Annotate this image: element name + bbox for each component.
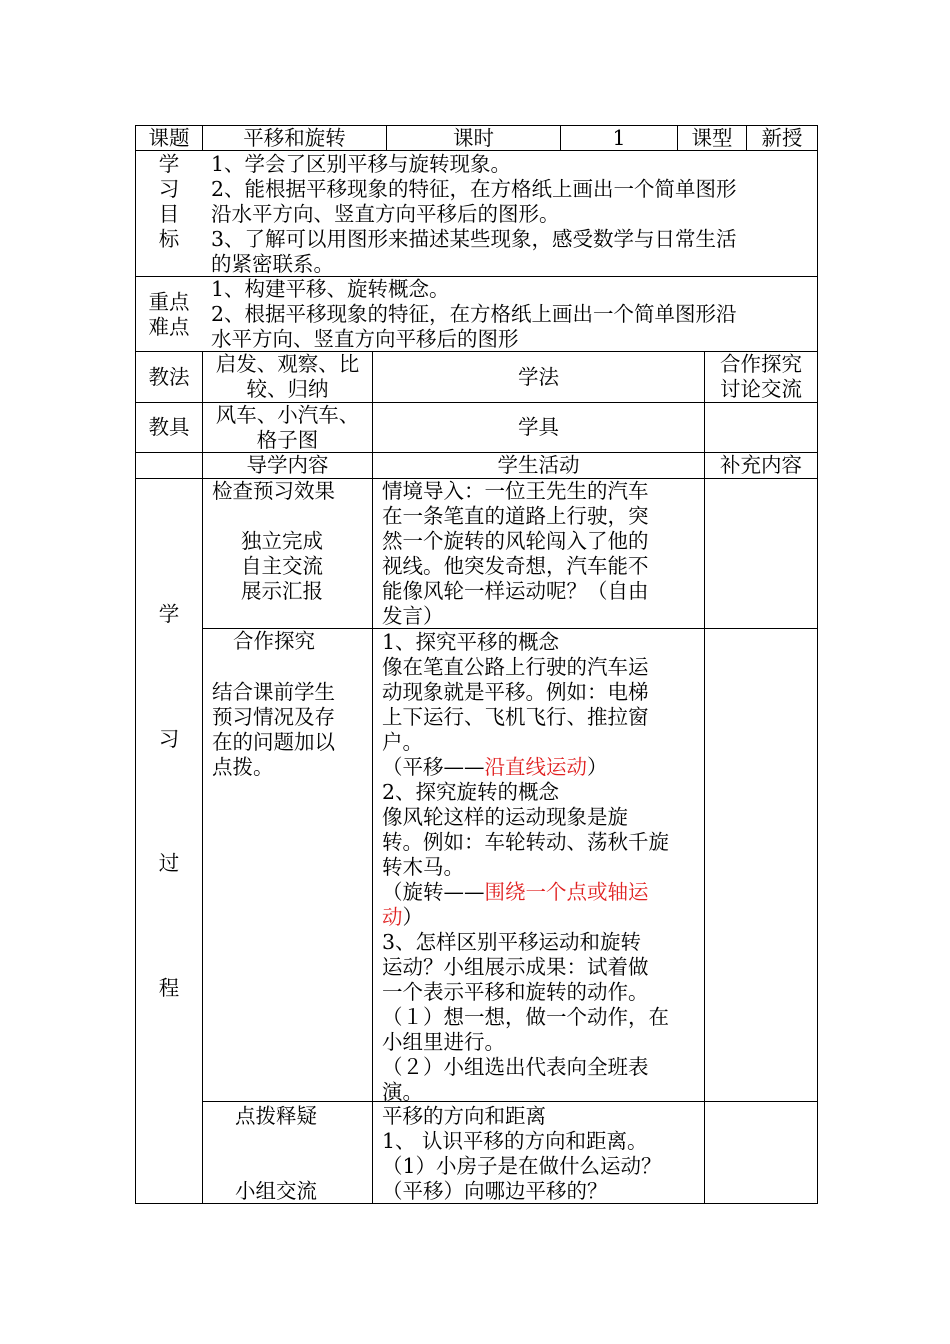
activity-line: 然一个旋转的风轮闯入了他的 bbox=[382, 529, 649, 553]
grid-line bbox=[704, 351, 705, 1204]
teaching-tools-value: 格子图 bbox=[256, 428, 319, 452]
topic-label: 课题 bbox=[148, 126, 190, 150]
type-value: 新授 bbox=[761, 126, 803, 150]
period-value: 1 bbox=[612, 126, 626, 150]
guide-line: 点拨释疑 bbox=[235, 1104, 317, 1128]
period-label: 课时 bbox=[453, 126, 494, 150]
activity-line: 一个表示平移和旋转的动作。 bbox=[382, 980, 649, 1004]
translation-definition-prefix: （平移—— bbox=[382, 755, 485, 779]
activity-line: 1、 认识平移的方向和距离。 bbox=[382, 1129, 648, 1153]
activity-line: 动现象就是平移。例如：电梯 bbox=[382, 680, 649, 704]
grid-line bbox=[817, 125, 818, 1204]
activity-line: 转。例如：车轮转动、荡秋千旋 bbox=[382, 830, 669, 854]
activity-line: 像在笔直公路上行驶的汽车运 bbox=[382, 655, 649, 679]
objective-line: 1、学会了区别平移与旋转现象。 bbox=[211, 152, 512, 176]
objective-line: 3、了解可以用图形来描述某些现象，感受数学与日常生活 bbox=[211, 227, 737, 251]
rotation-definition-highlight: 围绕一个点或轴运 bbox=[484, 880, 649, 904]
activity-line: 2、探究旋转的概念 bbox=[382, 780, 560, 804]
activity-line: 视线。他突发奇想，汽车能不 bbox=[382, 554, 649, 578]
objective-line: 沿水平方向、竖直方向平移后的图形。 bbox=[211, 202, 560, 226]
activity-line: 能像风轮一样运动呢？（自由 bbox=[382, 579, 649, 603]
translation-definition-highlight: 沿直线运动 bbox=[484, 755, 587, 779]
learning-method-value: 合作探究 bbox=[720, 352, 802, 376]
teaching-method-value: 较、归纳 bbox=[246, 377, 329, 401]
objectives-label-char: 标 bbox=[158, 227, 180, 251]
guide-line: 合作探究 bbox=[233, 629, 315, 653]
activity-column-header: 学生活动 bbox=[497, 453, 580, 477]
activity-line bbox=[382, 905, 423, 930]
activity-line bbox=[382, 880, 649, 905]
guide-line: 展示汇报 bbox=[241, 579, 323, 603]
activity-line: 1、探究平移的概念 bbox=[382, 630, 560, 654]
activity-line: 发言） bbox=[382, 604, 444, 628]
learning-tools-label: 学具 bbox=[518, 415, 559, 439]
guide-line: 小组交流 bbox=[235, 1179, 317, 1203]
activity-line: （１）想一想，做一个动作，在 bbox=[382, 1005, 669, 1029]
activity-line: 在一条笔直的道路上行驶，突 bbox=[382, 504, 649, 528]
guide-line: 预习情况及存 bbox=[212, 705, 335, 729]
activity-line: 情境导入：一位王先生的汽车 bbox=[382, 479, 649, 503]
grid-line bbox=[372, 351, 373, 1204]
activity-line: 像风轮这样的运动现象是旋 bbox=[382, 805, 628, 829]
activity-line: 上下运行、飞机飞行、推拉窗 bbox=[382, 705, 649, 729]
activity-line: （２）小组选出代表向全班表 bbox=[382, 1055, 649, 1079]
key-point-line: 2、根据平移现象的特征，在方格纸上画出一个简单图形沿 bbox=[211, 302, 737, 326]
activity-line: 平移的方向和距离 bbox=[382, 1104, 546, 1128]
guide-line: 在的问题加以 bbox=[212, 730, 335, 754]
objectives-label-char: 习 bbox=[158, 177, 180, 201]
activity-line: （1）小房子是在做什么运动？ bbox=[382, 1154, 662, 1178]
objective-line: 2、能根据平移现象的特征，在方格纸上画出一个简单图形 bbox=[211, 177, 737, 201]
activity-line: 户。 bbox=[382, 730, 423, 754]
rotation-definition-prefix: （旋转—— bbox=[382, 880, 485, 904]
teaching-method-label: 教法 bbox=[148, 365, 190, 389]
activity-line: （平移）向哪边平移的？ bbox=[382, 1179, 608, 1203]
grid-line bbox=[202, 1101, 818, 1102]
key-points-label: 重点 bbox=[148, 290, 190, 314]
activity-line: 小组里进行。 bbox=[382, 1030, 505, 1054]
objectives-label-char: 目 bbox=[158, 202, 180, 226]
process-label-char: 学 bbox=[158, 602, 180, 626]
activity-line: 运动？小组展示成果：试着做 bbox=[382, 955, 649, 979]
guide-line: 自主交流 bbox=[241, 554, 323, 578]
process-label-char: 过 bbox=[158, 851, 180, 875]
process-label-char: 程 bbox=[158, 976, 180, 1000]
process-label-char: 习 bbox=[158, 727, 180, 751]
learning-method-value: 讨论交流 bbox=[720, 377, 802, 401]
rotation-definition-suffix: ） bbox=[402, 905, 423, 929]
learning-method-label: 学法 bbox=[518, 365, 559, 389]
activity-line: 转木马。 bbox=[382, 855, 464, 879]
rotation-definition-highlight: 动 bbox=[382, 905, 403, 929]
guide-line: 点拨。 bbox=[212, 755, 274, 779]
supplement-column-header: 补充内容 bbox=[720, 453, 802, 477]
guide-line: 结合课前学生 bbox=[212, 680, 335, 704]
activity-line: 3、怎样区别平移运动和旋转 bbox=[382, 930, 642, 954]
activity-line: 演。 bbox=[382, 1080, 423, 1104]
grid-line bbox=[135, 125, 136, 1204]
translation-definition-suffix: ） bbox=[587, 755, 608, 779]
guide-line: 独立完成 bbox=[241, 529, 323, 553]
teaching-method-value: 启发、观察、比 bbox=[215, 352, 360, 376]
grid-line bbox=[202, 351, 203, 1204]
activity-line bbox=[382, 755, 608, 780]
guide-column-header: 导学内容 bbox=[246, 453, 329, 477]
topic-value: 平移和旋转 bbox=[243, 126, 346, 150]
guide-line: 检查预习效果 bbox=[212, 479, 335, 503]
key-points-label: 难点 bbox=[148, 315, 190, 339]
teaching-tools-label: 教具 bbox=[148, 415, 190, 439]
objective-line: 的紧密联系。 bbox=[211, 252, 334, 276]
teaching-tools-value: 风车、小汽车、 bbox=[215, 403, 360, 427]
key-point-line: 1、构建平移、旋转概念。 bbox=[211, 277, 450, 301]
type-label: 课型 bbox=[691, 126, 733, 150]
objectives-label-char: 学 bbox=[158, 152, 180, 176]
key-point-line: 水平方向、竖直方向平移后的图形 bbox=[211, 327, 519, 351]
